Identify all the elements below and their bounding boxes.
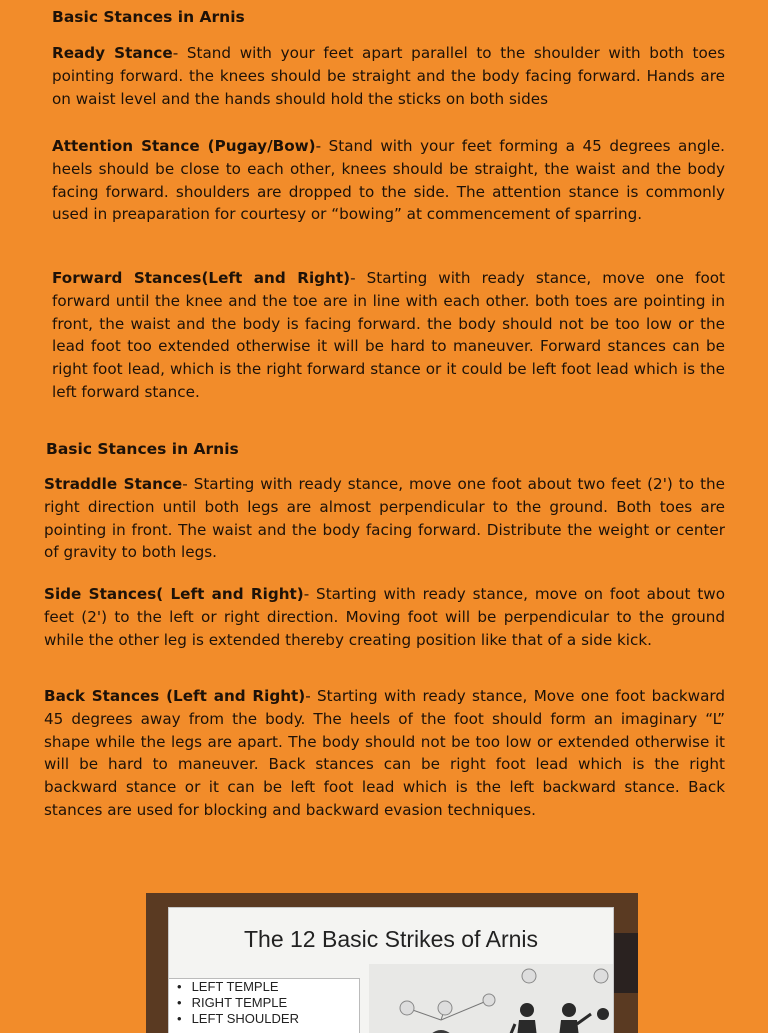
list-item: • LEFT TEMPLE <box>177 979 359 995</box>
strike-point-icon <box>594 969 608 983</box>
list-item: • RIGHT TEMPLE <box>177 995 359 1011</box>
ready-stance-text: - Stand with your feet apart parallel to the shoulder with both toes pointing forward. the knees should be straight and the body facing forward. Hands are on waist level and the hands should hold the sticks on both sides <box>52 44 725 108</box>
back-stance-paragraph <box>44 685 725 822</box>
forward-stance-paragraph <box>52 267 725 404</box>
side-stance-text: - Starting with ready stance, move on foot about two feet (2') to the left or right direction. Moving foot will be perpendicular to the ground while the other leg is extended thereby creating position like that of a side kick. <box>44 585 725 649</box>
section1-heading: Basic Stances in Arnis <box>52 8 245 26</box>
fighter-head-icon <box>562 1003 576 1017</box>
attention-stance-term: Attention Stance (Pugay/Bow) <box>52 137 316 155</box>
strike-point-icon <box>400 1001 414 1015</box>
ready-stance-term: Ready Stance <box>52 44 173 62</box>
fighter-head-icon <box>597 1008 609 1020</box>
basic-strikes-image <box>146 893 638 1033</box>
strike-diagram-figure <box>369 964 613 1033</box>
back-stance-term: Back Stances (Left and Right) <box>44 687 306 705</box>
strike-point-icon <box>522 969 536 983</box>
image-background-object <box>612 933 638 993</box>
list-item: • LEFT SHOULDER <box>177 1011 359 1027</box>
section2-heading: Basic Stances in Arnis <box>46 440 239 458</box>
forward-stance-text: - Starting with ready stance, move one foot forward until the knee and the toe are in line with each other. both toes are pointing in front, the waist and the body is facing forward. the body should not be too low or the lead foot too extended otherwise it will be hard to maneuver. Forward stances can be right foot lead, which is the right forward stance or it could be left foot lead which is the left forward stance. <box>52 269 725 401</box>
back-stance-text: - Starting with ready stance, Move one foot backward 45 degrees away from the body. The heels of the foot should form an imaginary “L” shape while the legs are apart. The body should not be too low or extended otherwise it will be hard to maneuver. Back stances can be right foot lead which is the right backward stance or it can be left foot lead which is the left backward stance. Back stances are used for blocking and backward evasion techniques. <box>44 687 726 819</box>
strikes-list-box <box>169 978 360 1033</box>
side-stance-paragraph <box>44 583 725 651</box>
strike-point-icon <box>483 994 495 1006</box>
straddle-stance-text: - Starting with ready stance, move one foot about two feet (2') to the right direction until both legs are almost perpendicular to the ground. Both toes are pointing in front. The waist and the body facing forward. Distribute the weight or center of gravity to both legs. <box>44 475 725 562</box>
strikes-list <box>169 979 359 1027</box>
fighter-head-icon <box>520 1003 534 1017</box>
attention-stance-text: - Stand with your feet forming a 45 degrees angle. heels should be close to each other, knees should be straight, the waist and the body facing forward. shoulders are dropped to the side. The attention stance is commonly used in preaparation for courtesy or “bowing” at commencement of sparring. <box>52 137 725 224</box>
slide-title: The 12 Basic Strikes of Arnis <box>243 926 538 952</box>
strike-diagram-svg <box>369 964 613 1033</box>
straddle-stance-term: Straddle Stance <box>44 475 183 493</box>
attention-stance-paragraph <box>52 135 725 226</box>
straddle-stance-paragraph <box>44 473 725 564</box>
slide <box>168 907 614 1033</box>
ready-stance-paragraph <box>52 42 725 110</box>
forward-stance-term: Forward Stances(Left and Right) <box>52 269 351 287</box>
fighter-body-icon <box>515 1020 539 1033</box>
side-stance-term: Side Stances( Left and Right) <box>44 585 304 603</box>
strike-point-icon <box>438 1001 452 1015</box>
